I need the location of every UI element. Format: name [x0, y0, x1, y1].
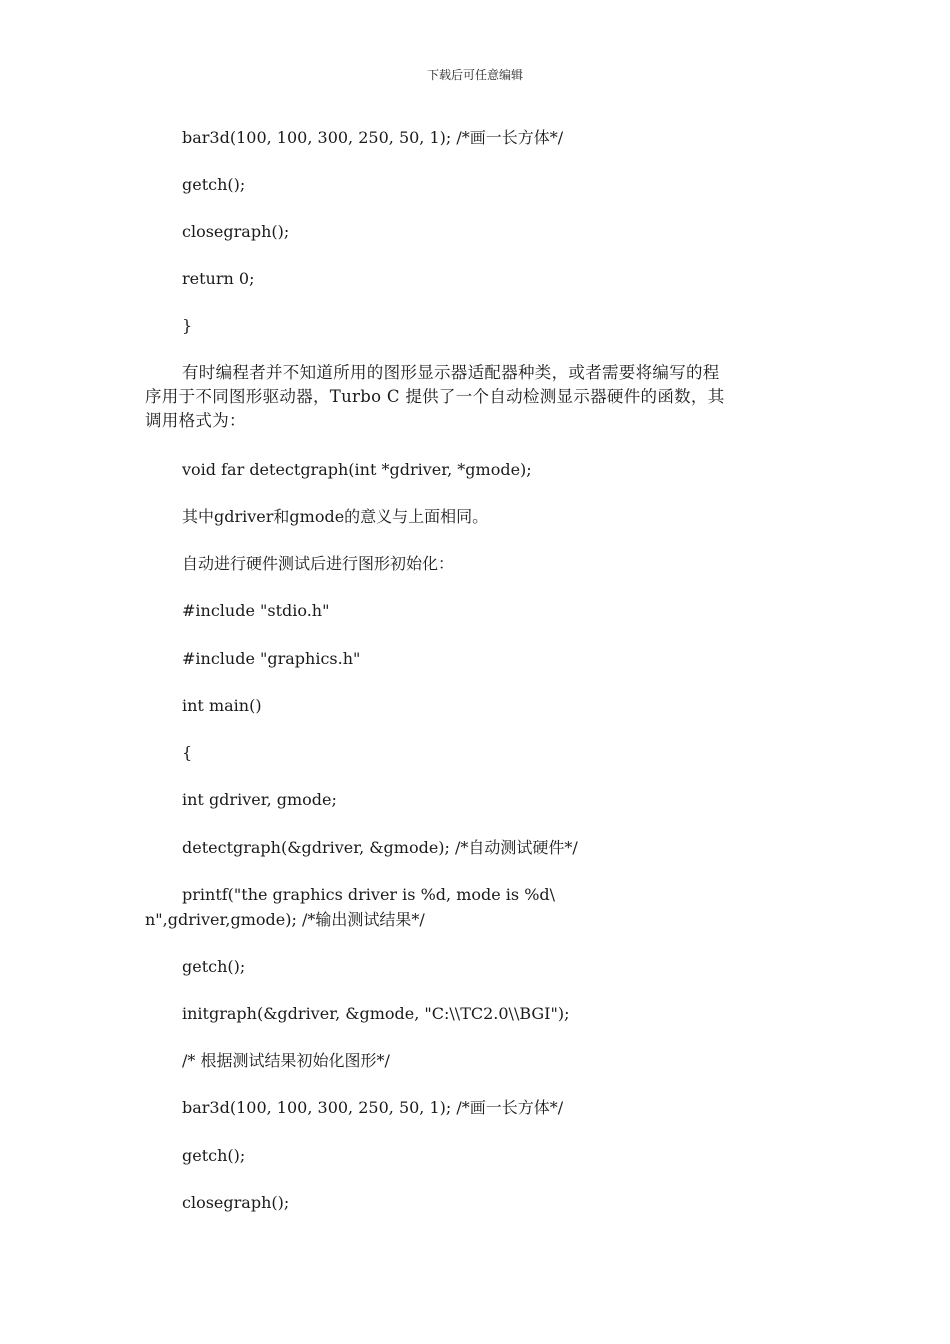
page-header: 下载后可任意编辑	[426, 68, 523, 82]
code-line: closegraph();	[182, 222, 290, 241]
paragraph	[145, 361, 800, 433]
code-line: detectgraph(&gdriver, &gmode); /*自动测试硬件*/	[182, 838, 578, 857]
paragraph-line: 序用于不同图形驱动器，Turbo C 提供了一个自动检测显示器硬件的函数，其	[145, 387, 725, 406]
code-line: #include "stdio.h"	[182, 601, 330, 620]
paragraph-line: 有时编程者并不知道所用的图形显示器适配器种类，或者需要将编写的程	[182, 363, 720, 382]
code-line-continuation: n",gdriver,gmode); /*输出测试结果*/	[145, 910, 425, 929]
code-line: }	[182, 316, 193, 335]
code-line: #include "graphics.h"	[182, 649, 361, 668]
code-line: getch();	[182, 175, 246, 194]
code-line: bar3d(100, 100, 300, 250, 50, 1); /*画一长方体*/	[182, 1098, 564, 1117]
code-line: printf("the graphics driver is %d, mode is %d\	[182, 885, 556, 904]
code-line: int gdriver, gmode;	[182, 790, 337, 809]
code-line: getch();	[182, 1146, 246, 1165]
text-line: 其中gdriver和gmode的意义与上面相同。	[182, 507, 489, 526]
code-line: initgraph(&gdriver, &gmode, "C:\\TC2.0\\BGI");	[182, 1004, 570, 1023]
code-line: {	[182, 743, 193, 762]
code-line: closegraph();	[182, 1193, 290, 1212]
text-line: 自动进行硬件测试后进行图形初始化：	[182, 554, 455, 573]
code-line: return 0;	[182, 269, 255, 288]
code-line: /* 根据测试结果初始化图形*/	[182, 1051, 390, 1070]
code-line: getch();	[182, 957, 246, 976]
code-line: int main()	[182, 696, 262, 715]
code-line: bar3d(100, 100, 300, 250, 50, 1); /*画一长方体*/	[182, 128, 564, 147]
code-line: void far detectgraph(int *gdriver, *gmode);	[182, 460, 532, 479]
paragraph-line: 调用格式为：	[145, 411, 246, 430]
